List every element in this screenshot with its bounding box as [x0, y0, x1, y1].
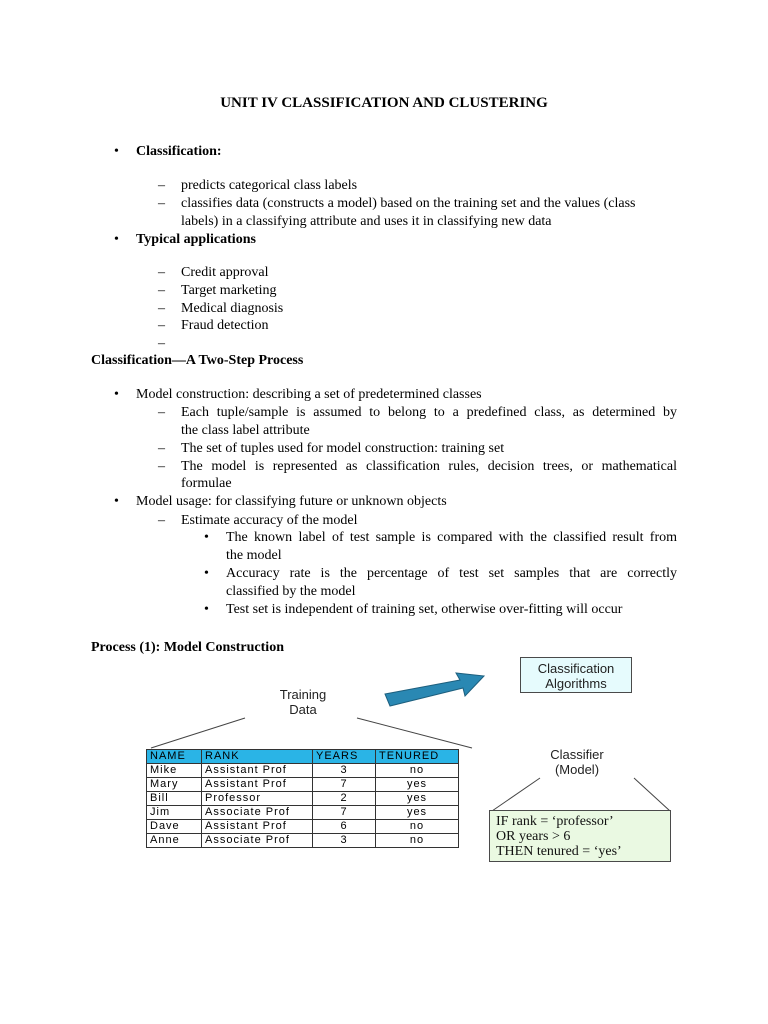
table-cell: 7: [313, 778, 376, 792]
training-data-table: [146, 749, 459, 848]
table-cell: Anne: [147, 834, 202, 848]
table-cell: yes: [376, 806, 459, 820]
process-heading: Process (1): Model Construction: [91, 640, 284, 655]
page-title: UNIT IV CLASSIFICATION AND CLUSTERING: [220, 95, 548, 111]
bullet-glyph: •: [114, 387, 119, 402]
rule-line: IF rank = ‘professor’: [496, 814, 614, 829]
table-cell: Assistant Prof: [202, 778, 313, 792]
classification-heading: Classification:: [136, 144, 222, 159]
dash-glyph: –: [158, 301, 165, 316]
dash-glyph: –: [158, 283, 165, 298]
table-row: [147, 820, 459, 834]
table-cell: yes: [376, 778, 459, 792]
list-item: Each tuple/sample is assumed to belong to a predefined class, as determined by: [181, 405, 677, 420]
list-item: The model is represented as classification rules, decision trees, or mathematical: [181, 459, 677, 474]
list-item: the class label attribute: [181, 423, 310, 438]
table-row: [147, 806, 459, 820]
list-item: The set of tuples used for model construction: training set: [181, 441, 505, 456]
table-cell: yes: [376, 792, 459, 806]
column-header: RANK: [202, 750, 313, 764]
table-cell: Assistant Prof: [202, 820, 313, 834]
list-item: the model: [226, 548, 282, 563]
list-item: Model construction: describing a set of predetermined classes: [136, 387, 482, 402]
table-cell: Assistant Prof: [202, 764, 313, 778]
table-cell: no: [376, 820, 459, 834]
rule-line: THEN tenured = ‘yes’: [496, 844, 622, 859]
list-item: Test set is independent of training set, otherwise over-fitting will occur: [226, 602, 623, 617]
list-item: labels) in a classifying attribute and uses it in classifying new data: [181, 214, 552, 229]
list-item: The known label of test sample is compared with the classified result from: [226, 530, 677, 545]
table-cell: Professor: [202, 792, 313, 806]
classifier-rule-box: [489, 810, 671, 862]
training-data-label: Data: [289, 702, 317, 717]
rule-line: OR years > 6: [496, 829, 571, 844]
table-cell: 3: [313, 764, 376, 778]
list-item: Estimate accuracy of the model: [181, 513, 358, 528]
two-step-heading: Classification—A Two-Step Process: [91, 353, 304, 368]
typical-applications-heading: Typical applications: [136, 232, 256, 247]
table-row: [147, 792, 459, 806]
column-header: NAME: [147, 750, 202, 764]
bullet-glyph: •: [114, 494, 119, 509]
bullet-glyph: •: [114, 232, 119, 247]
algorithms-label: Algorithms: [545, 676, 607, 691]
classifier-label: (Model): [554, 762, 600, 777]
list-item: Credit approval: [181, 265, 269, 280]
list-item: Model usage: for classifying future or unknown objects: [136, 494, 447, 509]
table-row: [147, 778, 459, 792]
table-cell: Associate Prof: [202, 834, 313, 848]
list-item: Accuracy rate is the percentage of test set samples that are correctly: [226, 566, 677, 581]
arrow-icon: [385, 673, 484, 706]
table-cell: no: [376, 834, 459, 848]
classifier-label: Classifier: [550, 747, 604, 762]
bullet-glyph: •: [204, 566, 209, 581]
list-item: formulae: [181, 476, 232, 491]
column-header: YEARS: [313, 750, 376, 764]
bullet-glyph: •: [114, 144, 119, 159]
list-item: classified by the model: [226, 584, 356, 599]
dash-glyph: –: [158, 196, 165, 211]
dash-glyph: –: [158, 265, 165, 280]
algorithms-label: Classification: [537, 661, 615, 676]
list-item: predicts categorical class labels: [181, 178, 358, 193]
table-cell: Dave: [147, 820, 202, 834]
bullet-glyph: •: [204, 530, 209, 545]
dash-glyph: –: [158, 513, 165, 528]
table-cell: no: [376, 764, 459, 778]
classification-algorithms-box: [520, 657, 632, 693]
table-cell: Mike: [147, 764, 202, 778]
list-item: Medical diagnosis: [181, 301, 284, 316]
dash-glyph: –: [158, 318, 165, 333]
bullet-glyph: •: [204, 602, 209, 617]
table-row: [147, 834, 459, 848]
table-cell: Associate Prof: [202, 806, 313, 820]
table-cell: 7: [313, 806, 376, 820]
dash-glyph: –: [158, 178, 165, 193]
dash-glyph: –: [158, 405, 165, 420]
table-cell: Jim: [147, 806, 202, 820]
column-header: TENURED: [376, 750, 459, 764]
list-item: Target marketing: [181, 283, 277, 298]
table-cell: Mary: [147, 778, 202, 792]
dash-glyph: –: [158, 336, 165, 351]
table-row: [147, 764, 459, 778]
dash-glyph: –: [158, 441, 165, 456]
training-data-label: Training: [279, 687, 327, 702]
dash-glyph: –: [158, 459, 165, 474]
list-item: Fraud detection: [181, 318, 269, 333]
list-item: classifies data (constructs a model) based on the training set and the values (class: [181, 196, 636, 211]
table-cell: 2: [313, 792, 376, 806]
table-cell: 6: [313, 820, 376, 834]
table-cell: Bill: [147, 792, 202, 806]
table-cell: 3: [313, 834, 376, 848]
